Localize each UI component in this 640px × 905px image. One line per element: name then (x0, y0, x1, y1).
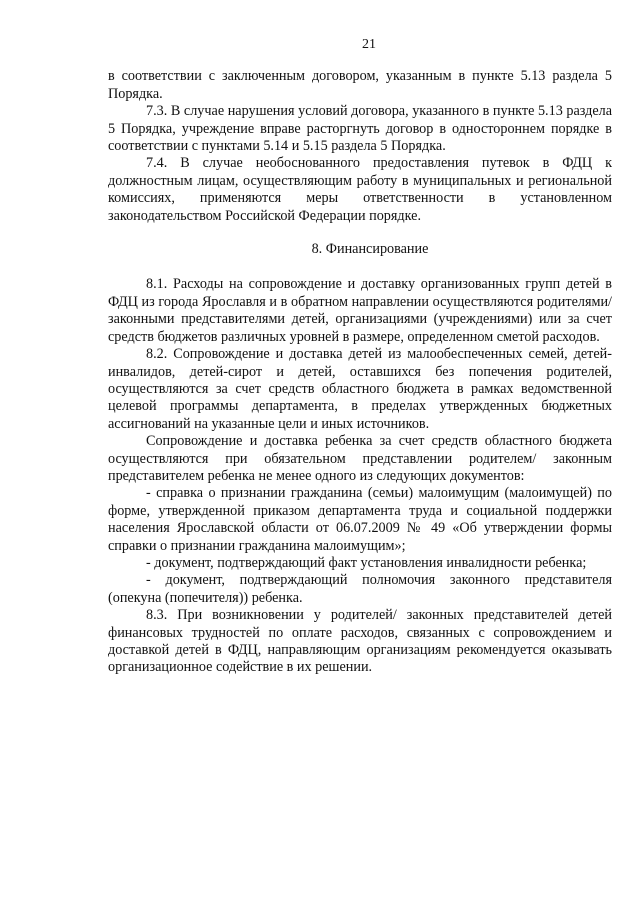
list-item-disability-document: - документ, подтверждающий факт установления инвалидности ребенка; (146, 554, 587, 571)
section-heading: 8. Финансирование (311, 241, 429, 258)
list-item-guardian-document: - документ, подтверждающий полномочия законного представителя (опекуна (попечителя)) ребенка. (108, 572, 612, 606)
paragraph-8-2: 8.2. Сопровождение и доставка детей из малообеспеченных семей, детей-инвалидов, детей-сирот и детей, оставшихся без попечения родителей, осуществляются за счет средств областного бюджета в рамках ведомственной целевой программы департамента, в пределах утвержденных бюджетных ассигнований на указанные цели и иных источников. (108, 346, 612, 432)
paragraph-7-2-continuation: в соответствии с заключенным договором, указанным в пункте 5.13 раздела 5 Порядка. (108, 68, 612, 102)
page-number: 21 (362, 37, 376, 52)
paragraph-8-1: 8.1. Расходы на сопровождение и доставку организованных групп детей в ФДЦ из города Ярославля и в обратном направлении осуществляются родителями/ законными представителями детей, организациями (учреждениями) или за счет средств бюджетов различных уровней в размере, определенном сметой расходов. (108, 276, 612, 345)
paragraph-8-3: 8.3. При возникновении у родителей/ законных представителей детей финансовых трудностей по оплате расходов, связанных с сопровождением и доставкой детей в ФДЦ, направляющим организациям рекомендуется оказывать организационное содействие в их решении. (108, 607, 612, 676)
paragraph-escort-conditions: Сопровождение и доставка ребенка за счет средств областного бюджета осуществляются при обязательном представлении родителем/ законным представителем ребенка не менее одного из следующих документов: (108, 433, 612, 484)
document-page (108, 36, 612, 677)
paragraph-7-3: 7.3. В случае нарушения условий договора, указанного в пункте 5.13 раздела 5 Порядка, учреждение вправе расторгнуть договор в одностороннем порядке в соответствии с пунктами 5.14 и 5.15 раздела 5 Порядка. (108, 103, 612, 155)
paragraph-7-4: 7.4. В случае необоснованного предоставления путевок в ФДЦ к должностным лицам, осуществляющим работу в муниципальных и региональной комиссиях, применяются меры ответственности в установленном законодательством Российской Федерации порядке. (108, 155, 612, 224)
list-item-income-certificate: - справка о признании гражданина (семьи) малоимущим (малоимущей) по форме, утвержденной приказом департамента труда и социальной поддержки населения Ярославской области от 06.07.2009 № 49 «Об утверждении формы справки о признании гражданина малоимущим»; (108, 485, 612, 554)
